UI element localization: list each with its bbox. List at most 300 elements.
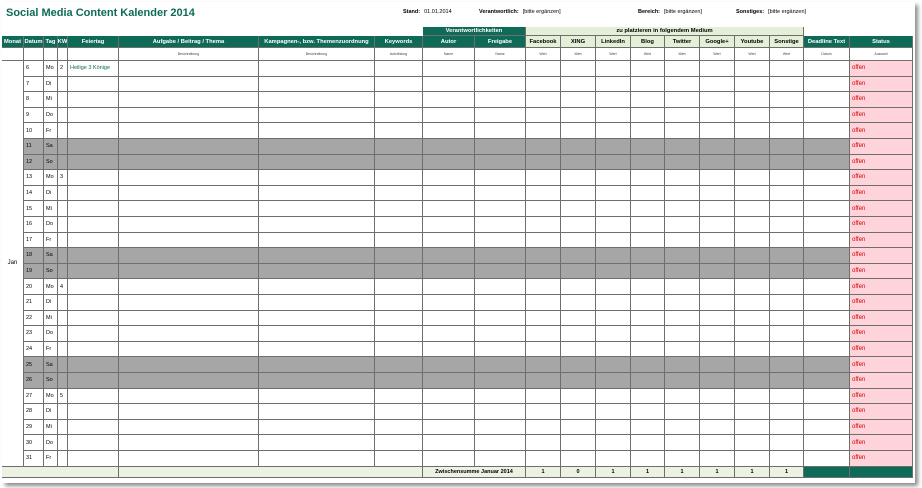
status-cell[interactable]: offen [850, 92, 913, 108]
cell-youtube[interactable] [735, 435, 770, 451]
cell-autor[interactable] [423, 123, 475, 139]
cell-kampagnen[interactable] [259, 217, 375, 233]
cell-kampagnen[interactable] [259, 170, 375, 186]
col-header-xing[interactable]: XING [561, 36, 596, 48]
cell-aufgabe[interactable] [119, 77, 259, 93]
cell-freigabe[interactable] [475, 264, 526, 280]
status-cell[interactable]: offen [850, 326, 913, 342]
cell-aufgabe[interactable] [119, 233, 259, 249]
cell-kampagnen[interactable] [259, 92, 375, 108]
col-header-kampagnen[interactable]: Kampagnen-, bzw. Themenzuordnung [259, 36, 375, 48]
cell-youtube[interactable] [735, 342, 770, 358]
cell-kampagnen[interactable] [259, 108, 375, 124]
cell-youtube[interactable] [735, 295, 770, 311]
cell-sonstige[interactable] [770, 77, 804, 93]
col-header-datum[interactable]: Datum [24, 36, 44, 48]
cell-kampagnen[interactable] [259, 186, 375, 202]
cell-sonstige[interactable] [770, 435, 804, 451]
cell-twitter[interactable] [665, 77, 700, 93]
cell-blog[interactable] [631, 139, 665, 155]
cell-blog[interactable] [631, 264, 665, 280]
cell-facebook[interactable] [526, 451, 561, 467]
cell-linkedin[interactable] [596, 451, 631, 467]
cell-sonstige[interactable] [770, 373, 804, 389]
cell-kampagnen[interactable] [259, 451, 375, 467]
cell-youtube[interactable] [735, 108, 770, 124]
cell-xing[interactable] [561, 420, 596, 436]
cell-xing[interactable] [561, 326, 596, 342]
cell-youtube[interactable] [735, 373, 770, 389]
cell-twitter[interactable] [665, 201, 700, 217]
cell-facebook[interactable] [526, 373, 561, 389]
cell-twitter[interactable] [665, 295, 700, 311]
cell-freigabe[interactable] [475, 311, 526, 327]
cell-xing[interactable] [561, 451, 596, 467]
col-header-deadline[interactable]: Deadline Text [804, 36, 850, 48]
cell-facebook[interactable] [526, 311, 561, 327]
cell-deadline[interactable] [804, 77, 850, 93]
col-header-googleplus[interactable]: Google+ [700, 36, 735, 48]
cell-sonstige[interactable] [770, 155, 804, 171]
cell-kampagnen[interactable] [259, 326, 375, 342]
cell-facebook[interactable] [526, 326, 561, 342]
cell-autor[interactable] [423, 311, 475, 327]
cell-twitter[interactable] [665, 123, 700, 139]
cell-keywords[interactable] [375, 155, 423, 171]
cell-autor[interactable] [423, 342, 475, 358]
cell-linkedin[interactable] [596, 155, 631, 171]
cell-googleplus[interactable] [700, 404, 735, 420]
cell-xing[interactable] [561, 217, 596, 233]
cell-freigabe[interactable] [475, 155, 526, 171]
cell-sonstige[interactable] [770, 295, 804, 311]
cell-deadline[interactable] [804, 170, 850, 186]
cell-deadline[interactable] [804, 420, 850, 436]
status-cell[interactable]: offen [850, 295, 913, 311]
cell-aufgabe[interactable] [119, 155, 259, 171]
cell-googleplus[interactable] [700, 233, 735, 249]
cell-linkedin[interactable] [596, 186, 631, 202]
cell-blog[interactable] [631, 311, 665, 327]
cell-xing[interactable] [561, 233, 596, 249]
cell-keywords[interactable] [375, 217, 423, 233]
status-cell[interactable]: offen [850, 201, 913, 217]
cell-freigabe[interactable] [475, 61, 526, 77]
cell-deadline[interactable] [804, 155, 850, 171]
stand-value[interactable]: 01.01.2014 [424, 9, 452, 15]
cell-xing[interactable] [561, 264, 596, 280]
cell-twitter[interactable] [665, 217, 700, 233]
bereich-value[interactable]: [bitte ergänzen] [664, 9, 702, 15]
cell-twitter[interactable] [665, 186, 700, 202]
cell-aufgabe[interactable] [119, 311, 259, 327]
cell-freigabe[interactable] [475, 435, 526, 451]
cell-twitter[interactable] [665, 311, 700, 327]
cell-deadline[interactable] [804, 139, 850, 155]
cell-youtube[interactable] [735, 139, 770, 155]
col-header-keywords[interactable]: Keywords [375, 36, 423, 48]
cell-keywords[interactable] [375, 435, 423, 451]
cell-sonstige[interactable] [770, 201, 804, 217]
cell-blog[interactable] [631, 77, 665, 93]
cell-aufgabe[interactable] [119, 201, 259, 217]
cell-freigabe[interactable] [475, 92, 526, 108]
cell-keywords[interactable] [375, 264, 423, 280]
cell-aufgabe[interactable] [119, 61, 259, 77]
cell-autor[interactable] [423, 217, 475, 233]
cell-googleplus[interactable] [700, 435, 735, 451]
cell-xing[interactable] [561, 92, 596, 108]
cell-facebook[interactable] [526, 61, 561, 77]
cell-blog[interactable] [631, 201, 665, 217]
cell-kampagnen[interactable] [259, 233, 375, 249]
cell-autor[interactable] [423, 155, 475, 171]
col-header-autor[interactable]: Autor [423, 36, 475, 48]
cell-xing[interactable] [561, 389, 596, 405]
cell-deadline[interactable] [804, 451, 850, 467]
cell-xing[interactable] [561, 155, 596, 171]
cell-keywords[interactable] [375, 77, 423, 93]
cell-linkedin[interactable] [596, 279, 631, 295]
cell-linkedin[interactable] [596, 201, 631, 217]
status-cell[interactable]: offen [850, 217, 913, 233]
cell-freigabe[interactable] [475, 170, 526, 186]
cell-deadline[interactable] [804, 389, 850, 405]
cell-aufgabe[interactable] [119, 342, 259, 358]
cell-autor[interactable] [423, 389, 475, 405]
cell-sonstige[interactable] [770, 342, 804, 358]
status-cell[interactable]: offen [850, 139, 913, 155]
cell-aufgabe[interactable] [119, 123, 259, 139]
cell-freigabe[interactable] [475, 357, 526, 373]
cell-aufgabe[interactable] [119, 420, 259, 436]
cell-autor[interactable] [423, 233, 475, 249]
cell-xing[interactable] [561, 201, 596, 217]
cell-aufgabe[interactable] [119, 170, 259, 186]
cell-blog[interactable] [631, 295, 665, 311]
cell-googleplus[interactable] [700, 123, 735, 139]
cell-xing[interactable] [561, 170, 596, 186]
cell-blog[interactable] [631, 170, 665, 186]
cell-linkedin[interactable] [596, 435, 631, 451]
cell-blog[interactable] [631, 357, 665, 373]
cell-blog[interactable] [631, 61, 665, 77]
cell-sonstige[interactable] [770, 170, 804, 186]
cell-facebook[interactable] [526, 139, 561, 155]
cell-googleplus[interactable] [700, 61, 735, 77]
cell-deadline[interactable] [804, 233, 850, 249]
cell-youtube[interactable] [735, 326, 770, 342]
cell-youtube[interactable] [735, 451, 770, 467]
cell-xing[interactable] [561, 279, 596, 295]
cell-googleplus[interactable] [700, 420, 735, 436]
cell-blog[interactable] [631, 389, 665, 405]
cell-facebook[interactable] [526, 295, 561, 311]
cell-sonstige[interactable] [770, 404, 804, 420]
cell-youtube[interactable] [735, 61, 770, 77]
cell-twitter[interactable] [665, 155, 700, 171]
cell-deadline[interactable] [804, 435, 850, 451]
cell-xing[interactable] [561, 311, 596, 327]
cell-linkedin[interactable] [596, 248, 631, 264]
status-cell[interactable]: offen [850, 420, 913, 436]
col-header-status[interactable]: Status [850, 36, 913, 48]
cell-aufgabe[interactable] [119, 326, 259, 342]
cell-facebook[interactable] [526, 77, 561, 93]
cell-twitter[interactable] [665, 326, 700, 342]
status-cell[interactable]: offen [850, 404, 913, 420]
cell-sonstige[interactable] [770, 186, 804, 202]
cell-deadline[interactable] [804, 92, 850, 108]
cell-xing[interactable] [561, 342, 596, 358]
cell-freigabe[interactable] [475, 342, 526, 358]
cell-freigabe[interactable] [475, 279, 526, 295]
status-cell[interactable]: offen [850, 279, 913, 295]
col-header-freigabe[interactable]: Freigabe [475, 36, 526, 48]
cell-aufgabe[interactable] [119, 279, 259, 295]
cell-keywords[interactable] [375, 295, 423, 311]
cell-facebook[interactable] [526, 279, 561, 295]
cell-autor[interactable] [423, 279, 475, 295]
cell-freigabe[interactable] [475, 389, 526, 405]
cell-aufgabe[interactable] [119, 248, 259, 264]
cell-kampagnen[interactable] [259, 311, 375, 327]
cell-linkedin[interactable] [596, 264, 631, 280]
cell-xing[interactable] [561, 123, 596, 139]
cell-keywords[interactable] [375, 92, 423, 108]
cell-youtube[interactable] [735, 264, 770, 280]
cell-deadline[interactable] [804, 326, 850, 342]
cell-sonstige[interactable] [770, 61, 804, 77]
cell-youtube[interactable] [735, 217, 770, 233]
cell-aufgabe[interactable] [119, 186, 259, 202]
cell-googleplus[interactable] [700, 201, 735, 217]
cell-linkedin[interactable] [596, 326, 631, 342]
cell-twitter[interactable] [665, 61, 700, 77]
cell-deadline[interactable] [804, 186, 850, 202]
cell-autor[interactable] [423, 435, 475, 451]
cell-autor[interactable] [423, 264, 475, 280]
cell-autor[interactable] [423, 61, 475, 77]
cell-autor[interactable] [423, 326, 475, 342]
cell-twitter[interactable] [665, 233, 700, 249]
cell-kampagnen[interactable] [259, 61, 375, 77]
cell-facebook[interactable] [526, 435, 561, 451]
cell-keywords[interactable] [375, 61, 423, 77]
col-header-facebook[interactable]: Facebook [526, 36, 561, 48]
cell-youtube[interactable] [735, 77, 770, 93]
cell-facebook[interactable] [526, 123, 561, 139]
cell-twitter[interactable] [665, 373, 700, 389]
cell-googleplus[interactable] [700, 108, 735, 124]
cell-blog[interactable] [631, 373, 665, 389]
cell-xing[interactable] [561, 357, 596, 373]
cell-kampagnen[interactable] [259, 420, 375, 436]
cell-kampagnen[interactable] [259, 342, 375, 358]
cell-blog[interactable] [631, 217, 665, 233]
cell-facebook[interactable] [526, 92, 561, 108]
cell-aufgabe[interactable] [119, 264, 259, 280]
cell-twitter[interactable] [665, 139, 700, 155]
cell-freigabe[interactable] [475, 108, 526, 124]
cell-keywords[interactable] [375, 357, 423, 373]
cell-aufgabe[interactable] [119, 451, 259, 467]
cell-kampagnen[interactable] [259, 139, 375, 155]
cell-youtube[interactable] [735, 420, 770, 436]
cell-twitter[interactable] [665, 108, 700, 124]
status-cell[interactable]: offen [850, 357, 913, 373]
cell-googleplus[interactable] [700, 357, 735, 373]
cell-facebook[interactable] [526, 342, 561, 358]
cell-kampagnen[interactable] [259, 435, 375, 451]
cell-aufgabe[interactable] [119, 389, 259, 405]
cell-facebook[interactable] [526, 248, 561, 264]
cell-facebook[interactable] [526, 404, 561, 420]
cell-twitter[interactable] [665, 264, 700, 280]
status-cell[interactable]: offen [850, 170, 913, 186]
cell-sonstige[interactable] [770, 123, 804, 139]
cell-kampagnen[interactable] [259, 77, 375, 93]
cell-keywords[interactable] [375, 311, 423, 327]
cell-blog[interactable] [631, 155, 665, 171]
cell-xing[interactable] [561, 186, 596, 202]
cell-twitter[interactable] [665, 404, 700, 420]
cell-xing[interactable] [561, 139, 596, 155]
cell-linkedin[interactable] [596, 123, 631, 139]
cell-sonstige[interactable] [770, 451, 804, 467]
cell-deadline[interactable] [804, 123, 850, 139]
cell-blog[interactable] [631, 108, 665, 124]
cell-keywords[interactable] [375, 279, 423, 295]
col-header-youtube[interactable]: Youtube [735, 36, 770, 48]
cell-deadline[interactable] [804, 248, 850, 264]
cell-googleplus[interactable] [700, 139, 735, 155]
cell-aufgabe[interactable] [119, 217, 259, 233]
cell-linkedin[interactable] [596, 342, 631, 358]
cell-kampagnen[interactable] [259, 248, 375, 264]
cell-autor[interactable] [423, 248, 475, 264]
cell-facebook[interactable] [526, 201, 561, 217]
cell-facebook[interactable] [526, 357, 561, 373]
cell-autor[interactable] [423, 92, 475, 108]
col-header-kw[interactable]: KW [58, 36, 68, 48]
cell-facebook[interactable] [526, 217, 561, 233]
cell-facebook[interactable] [526, 420, 561, 436]
cell-googleplus[interactable] [700, 389, 735, 405]
cell-xing[interactable] [561, 435, 596, 451]
cell-keywords[interactable] [375, 139, 423, 155]
cell-blog[interactable] [631, 451, 665, 467]
cell-googleplus[interactable] [700, 311, 735, 327]
cell-linkedin[interactable] [596, 108, 631, 124]
cell-sonstige[interactable] [770, 389, 804, 405]
cell-sonstige[interactable] [770, 326, 804, 342]
cell-facebook[interactable] [526, 186, 561, 202]
cell-youtube[interactable] [735, 233, 770, 249]
cell-keywords[interactable] [375, 170, 423, 186]
col-header-aufgabe[interactable]: Aufgabe / Beitrag / Thema [119, 36, 259, 48]
cell-twitter[interactable] [665, 357, 700, 373]
cell-facebook[interactable] [526, 108, 561, 124]
status-cell[interactable]: offen [850, 61, 913, 77]
cell-kampagnen[interactable] [259, 404, 375, 420]
cell-facebook[interactable] [526, 155, 561, 171]
cell-googleplus[interactable] [700, 373, 735, 389]
cell-youtube[interactable] [735, 404, 770, 420]
cell-linkedin[interactable] [596, 373, 631, 389]
cell-aufgabe[interactable] [119, 357, 259, 373]
cell-keywords[interactable] [375, 420, 423, 436]
cell-freigabe[interactable] [475, 326, 526, 342]
cell-twitter[interactable] [665, 420, 700, 436]
cell-freigabe[interactable] [475, 233, 526, 249]
cell-autor[interactable] [423, 201, 475, 217]
cell-blog[interactable] [631, 420, 665, 436]
cell-sonstige[interactable] [770, 233, 804, 249]
cell-linkedin[interactable] [596, 217, 631, 233]
cell-youtube[interactable] [735, 155, 770, 171]
cell-googleplus[interactable] [700, 170, 735, 186]
cell-sonstige[interactable] [770, 279, 804, 295]
cell-autor[interactable] [423, 186, 475, 202]
verantwortlich-value[interactable]: [bitte ergänzen] [522, 9, 561, 15]
col-header-linkedin[interactable]: LinkedIn [596, 36, 631, 48]
cell-autor[interactable] [423, 139, 475, 155]
cell-linkedin[interactable] [596, 404, 631, 420]
cell-googleplus[interactable] [700, 279, 735, 295]
cell-keywords[interactable] [375, 186, 423, 202]
cell-kampagnen[interactable] [259, 295, 375, 311]
cell-youtube[interactable] [735, 201, 770, 217]
cell-autor[interactable] [423, 108, 475, 124]
cell-facebook[interactable] [526, 389, 561, 405]
cell-twitter[interactable] [665, 170, 700, 186]
cell-kampagnen[interactable] [259, 264, 375, 280]
cell-autor[interactable] [423, 77, 475, 93]
col-header-blog[interactable]: Blog [631, 36, 665, 48]
cell-kampagnen[interactable] [259, 155, 375, 171]
cell-autor[interactable] [423, 420, 475, 436]
cell-freigabe[interactable] [475, 186, 526, 202]
cell-twitter[interactable] [665, 389, 700, 405]
cell-sonstige[interactable] [770, 139, 804, 155]
cell-deadline[interactable] [804, 357, 850, 373]
cell-blog[interactable] [631, 248, 665, 264]
cell-facebook[interactable] [526, 264, 561, 280]
status-cell[interactable]: offen [850, 186, 913, 202]
cell-blog[interactable] [631, 435, 665, 451]
status-cell[interactable]: offen [850, 248, 913, 264]
cell-googleplus[interactable] [700, 295, 735, 311]
status-cell[interactable]: offen [850, 155, 913, 171]
cell-autor[interactable] [423, 373, 475, 389]
cell-linkedin[interactable] [596, 357, 631, 373]
cell-kampagnen[interactable] [259, 373, 375, 389]
status-cell[interactable]: offen [850, 451, 913, 467]
cell-autor[interactable] [423, 295, 475, 311]
cell-xing[interactable] [561, 404, 596, 420]
sonstiges-value[interactable]: [bitte ergänzen] [768, 9, 807, 15]
col-header-tag[interactable]: Tag [44, 36, 58, 48]
cell-autor[interactable] [423, 357, 475, 373]
cell-youtube[interactable] [735, 389, 770, 405]
cell-freigabe[interactable] [475, 201, 526, 217]
cell-aufgabe[interactable] [119, 404, 259, 420]
cell-kampagnen[interactable] [259, 357, 375, 373]
cell-deadline[interactable] [804, 373, 850, 389]
cell-blog[interactable] [631, 92, 665, 108]
status-cell[interactable]: offen [850, 108, 913, 124]
